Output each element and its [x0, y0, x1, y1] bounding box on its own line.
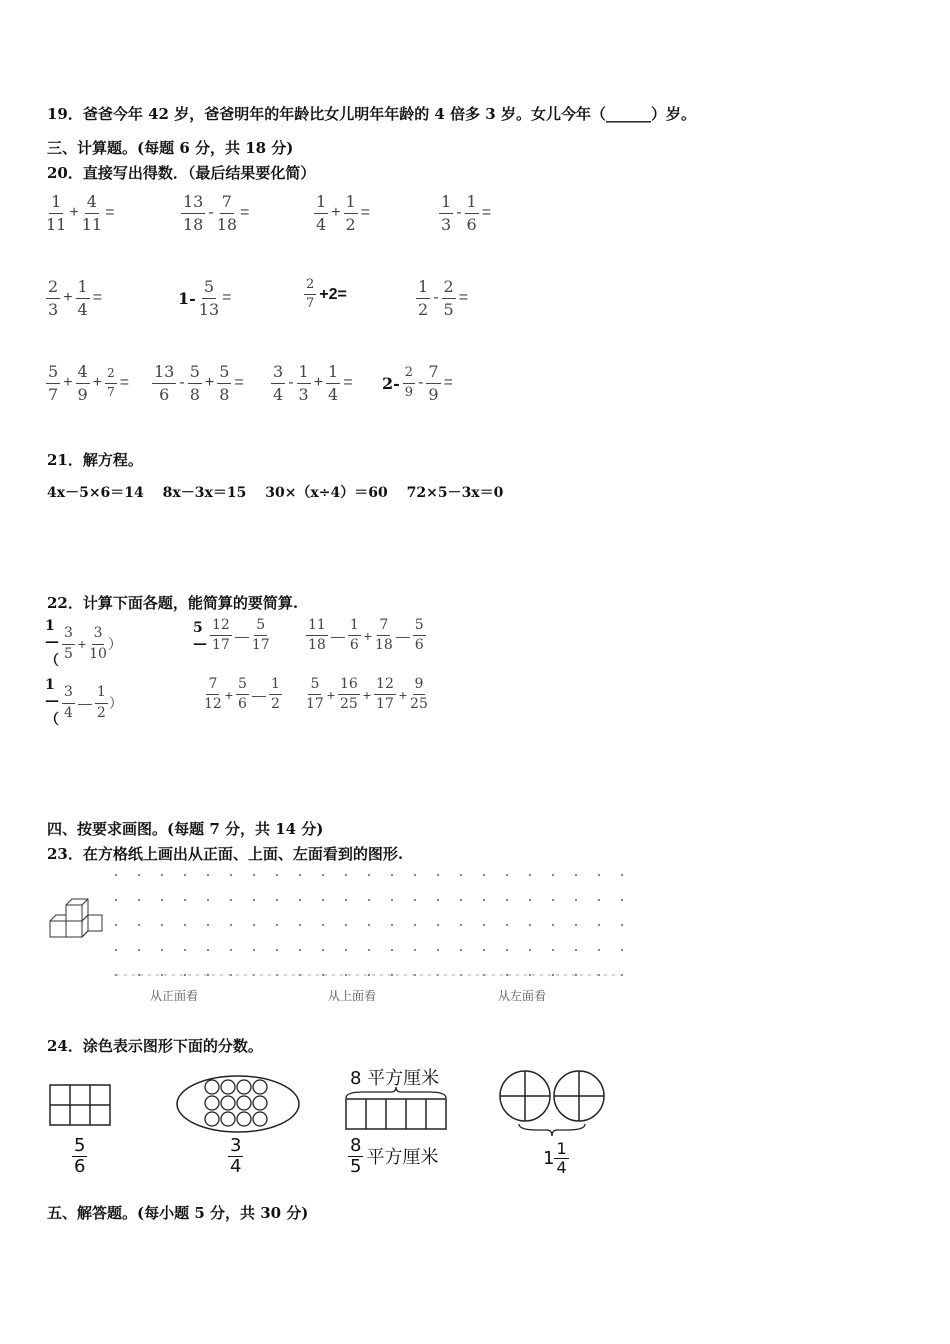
question-24-title: 24．涂色表示图形下面的分数。: [47, 1037, 263, 1055]
grid-dot: [161, 949, 163, 951]
grid-dot: [207, 874, 209, 876]
grid-dot: [345, 874, 347, 876]
question-21-title: 21．解方程。: [47, 451, 143, 469]
dotted-grid-paper[interactable]: [112, 872, 632, 978]
grid-dot: [299, 924, 301, 926]
grid-dot: [391, 924, 393, 926]
grid-dot: [253, 949, 255, 951]
grid-dot: [115, 899, 117, 901]
label-left-view: 从左面看: [498, 989, 547, 1003]
fraction-eight-fifths-sq-cm: $\frac{8}{5}$ 平方厘米: [350, 1135, 439, 1177]
grid-dot: [161, 974, 163, 976]
grid-dot: [115, 949, 117, 951]
grid-dot: [184, 874, 186, 876]
bar-five-parts[interactable]: [343, 1086, 449, 1132]
grid-dot: [345, 974, 347, 976]
equation-4: 72×5－3x＝0: [406, 485, 504, 501]
grid-dot: [621, 899, 623, 901]
question-20-title: 20．直接写出得数．（最后结果要化简）: [47, 164, 316, 182]
q20-r2-item-4: 1 2 - $\frac{2}{5}$ =: [418, 277, 469, 319]
grid-dot: [506, 974, 508, 976]
grid-dot: [575, 924, 577, 926]
grid-dot: [138, 974, 140, 976]
grid-dot: [184, 974, 186, 976]
grid-dot: [598, 949, 600, 951]
grid-dot: [345, 924, 347, 926]
grid-dot: [529, 924, 531, 926]
grid-dot: [161, 924, 163, 926]
grid-dot: [460, 899, 462, 901]
grid-dot: [368, 949, 370, 951]
grid-dot: [621, 874, 623, 876]
grid-dot: [322, 899, 324, 901]
grid-dot: [322, 974, 324, 976]
grid-dot: [460, 874, 462, 876]
q20-r2-item-2: 1- $\frac{5}{13}$ =: [178, 277, 232, 319]
q22-expr-3: 11 18 — 1 6 + $\frac{7}{18}$ — 5 6: [308, 617, 424, 654]
grid-dot: [368, 974, 370, 976]
q20-r3-item-4: 2- 2 9 - $\frac{7}{9}$ =: [382, 362, 453, 404]
grid-dot: [552, 874, 554, 876]
grid-dot: [414, 874, 416, 876]
grid-dot: [506, 924, 508, 926]
grid-dot: [115, 924, 117, 926]
grid-dot: [529, 949, 531, 951]
grid-dot: [529, 974, 531, 976]
grid-dot: [437, 949, 439, 951]
grid-dot: [414, 899, 416, 901]
q22-expr-1: 1—（ 3 5 + $\frac{3}{10}$ ）: [45, 618, 122, 669]
grid-dot: [598, 924, 600, 926]
grid-dot: [230, 899, 232, 901]
rectangle-six-parts[interactable]: [48, 1083, 114, 1129]
q20-r3-item-1: 5 7 + $\frac{4}{9}$ + $\frac{2}{7}$ =: [48, 362, 130, 404]
grid-dot: [621, 924, 623, 926]
grid-dot: [414, 949, 416, 951]
fraction-five-sixths: $\frac{5}{6}$: [74, 1135, 86, 1177]
grid-dot: [483, 874, 485, 876]
grid-dot: [529, 899, 531, 901]
grid-dot: [506, 949, 508, 951]
grid-dot: [437, 924, 439, 926]
grid-dot: [184, 949, 186, 951]
grid-dot: [253, 899, 255, 901]
grid-dot: [552, 899, 554, 901]
grid-dot: [230, 924, 232, 926]
q20-r1-item-3: 1 4 + $\frac{1}{2}$ =: [316, 192, 371, 234]
q20-r2-item-1: 2 3 + $\frac{1}{4}$ =: [48, 277, 103, 319]
grid-dot: [345, 949, 347, 951]
grid-dot: [138, 949, 140, 951]
grid-dot: [299, 949, 301, 951]
grid-dot: [529, 874, 531, 876]
q20-r3-item-2: 13 6 - 5 8 + $\frac{5}{8}$ =: [154, 362, 244, 404]
grid-dot: [575, 874, 577, 876]
grid-dot: [506, 874, 508, 876]
grid-dot: [276, 874, 278, 876]
ellipse-with-circles[interactable]: [174, 1073, 302, 1135]
grid-dot: [460, 949, 462, 951]
grid-dot: [253, 874, 255, 876]
grid-dot: [552, 949, 554, 951]
fraction-three-quarters: $\frac{3}{4}$: [230, 1135, 242, 1177]
label-top-view: 从上面看: [328, 989, 377, 1003]
grid-dot: [207, 924, 209, 926]
two-circles-quartered[interactable]: [497, 1066, 609, 1140]
grid-dot: [414, 924, 416, 926]
grid-dot: [253, 924, 255, 926]
grid-dot: [437, 899, 439, 901]
grid-dot: [276, 949, 278, 951]
cube-stack-figure: [48, 895, 108, 947]
grid-dot: [276, 924, 278, 926]
grid-dot: [483, 949, 485, 951]
grid-dot: [598, 874, 600, 876]
grid-dot: [161, 874, 163, 876]
mixed-number-one-and-quarter: 1 $\frac{1}{4}$: [543, 1139, 567, 1177]
grid-dot: [161, 899, 163, 901]
equation-2: 8x－3x＝15: [162, 485, 247, 501]
grid-dot: [483, 899, 485, 901]
grid-dot: [299, 899, 301, 901]
grid-dot: [437, 874, 439, 876]
grid-dot: [322, 874, 324, 876]
grid-dot: [575, 899, 577, 901]
grid-dot: [322, 924, 324, 926]
grid-dot: [368, 924, 370, 926]
section-3-title: 三、计算题。(每题 6 分，共 18 分): [47, 139, 294, 157]
grid-dot: [575, 974, 577, 976]
grid-dot: [230, 874, 232, 876]
q22-expr-2: 5— 12 17 — 5 17: [193, 617, 270, 654]
grid-dot: [552, 924, 554, 926]
question-19: 19．爸爸今年 42 岁，爸爸明年的年龄比女儿明年年龄的 4 倍多 3 岁。女儿今年（______）岁。: [47, 105, 696, 123]
grid-dot: [184, 924, 186, 926]
grid-dot: [230, 949, 232, 951]
q21-equations: [47, 482, 517, 502]
grid-dot: [391, 949, 393, 951]
grid-dot: [506, 899, 508, 901]
grid-dot: [391, 874, 393, 876]
grid-dot: [598, 899, 600, 901]
grid-dot: [483, 924, 485, 926]
label-front-view: 从正面看: [150, 989, 199, 1003]
grid-dot: [575, 949, 577, 951]
grid-dot: [299, 874, 301, 876]
grid-dot: [207, 899, 209, 901]
grid-dot: [391, 974, 393, 976]
grid-dot: [368, 874, 370, 876]
grid-dot: [391, 899, 393, 901]
grid-dot: [345, 899, 347, 901]
equation-1: 4x－5×6＝14: [47, 485, 144, 501]
grid-dot: [138, 924, 140, 926]
equation-3: 30×（x÷4）＝60: [265, 485, 388, 501]
grid-dot: [207, 949, 209, 951]
grid-dot: [276, 899, 278, 901]
section-4-title: 四、按要求画图。(每题 7 分，共 14 分): [47, 820, 324, 838]
q20-r1-item-4: 1 3 - $\frac{1}{6}$ =: [441, 192, 492, 234]
grid-dot: [322, 949, 324, 951]
grid-dot: [460, 924, 462, 926]
section-5-title: 五、解答题。(每小题 5 分，共 30 分): [47, 1204, 309, 1222]
q20-r1-item-2: 13 18 - $\frac{7}{18}$ =: [183, 192, 250, 234]
q22-expr-4: 1—（ 3 4 — 1 2 ）: [45, 677, 123, 728]
grid-dot: [552, 974, 554, 976]
q20-r1-item-1: 1 11 + $\frac{4}{11}$ =: [46, 192, 115, 234]
grid-dot: [207, 974, 209, 976]
grid-dot: [115, 874, 117, 876]
q22-expr-6: 5 17 + $\frac{16}{25}$ + $\frac{12}{17}$ + $\frac{9}{25}$: [306, 676, 428, 713]
grid-dot: [138, 874, 140, 876]
q20-r2-item-3: 2 7 +2=: [306, 277, 347, 312]
question-22-title: 22．计算下面各题，能简算的要简算.: [47, 594, 299, 612]
area-label-8-sq-cm: 8 平方厘米: [350, 1068, 440, 1089]
q22-expr-5: 7 12 + $\frac{5}{6}$ — 1 2: [204, 676, 280, 713]
question-23-title: 23．在方格纸上画出从正面、上面、左面看到的图形.: [47, 845, 404, 863]
grid-dot: [138, 899, 140, 901]
q20-r3-item-3: 3 4 - 1 3 + $\frac{1}{4}$ =: [273, 362, 353, 404]
grid-dot: [621, 949, 623, 951]
grid-dot: [368, 899, 370, 901]
grid-dot: [184, 899, 186, 901]
